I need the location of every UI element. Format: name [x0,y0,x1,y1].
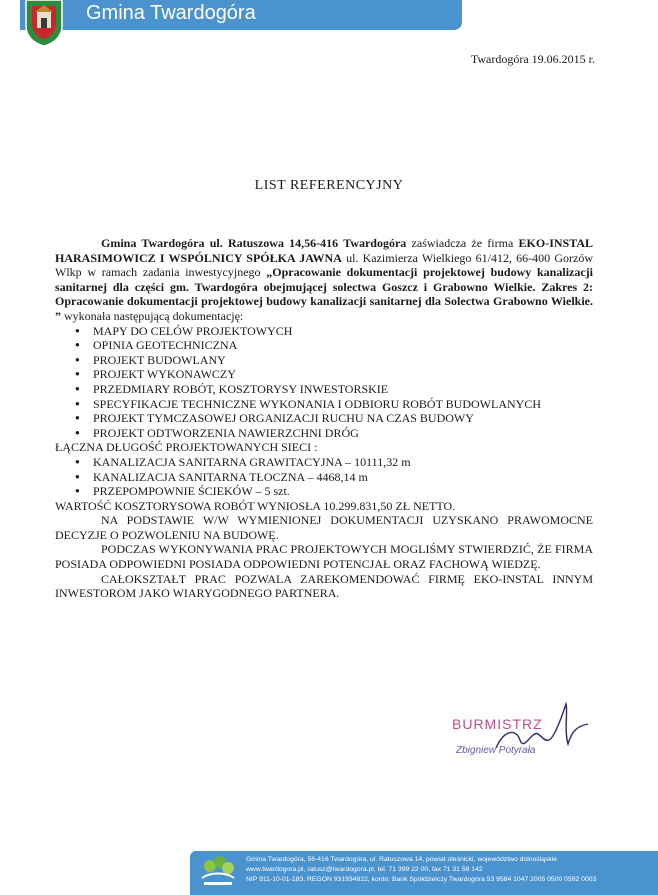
footer-logo [196,852,240,890]
paragraph-recommendation: CAŁOKSZTAŁT PRAC POZWALA ZAREKOMENDOWAĆ FIRMĘ EKO-INSTAL INNYM INWESTOROM JAKO WIARYGODNEGO PARTNERA. [55,571,593,601]
document-title: LIST REFERENCYJNY [254,178,404,193]
list-item: ● KANALIZACJA SANITARNA GRAWITACYJNA – 10111,32 m [55,455,593,470]
paragraph-competence: PODCZAS WYKONYWANIA PRAC PROJEKTOWYCH MOGLIŚMY STWIERDZIĆ, ŻE FIRMA POSIADA ODPOWIEDNI POSIADA ODPOWIEDNI POTENCJAŁ ORAZ FACHOWĄ WIEDZĘ. [55,542,593,572]
footer-address: Gmina Twardogóra, 56-416 Twardogóra, ul. Ratuszowa 14, powiat oleśnicki, województwo dolnośląskie [246,856,558,863]
document-date: Twardogóra 19.06.2015 r. [470,52,595,66]
signature-stamp: BURMISTRZ [452,716,543,732]
company-name: EKO-INSTAL HARASIMOWICZ I WSPÓLNICY SPÓŁKA JAWNA [55,236,593,265]
footer-bank-details: NIP 911-10-01-183, REGON 931934822, konto: Bank Spółdzielczy Twardogóra 53 9584 1047 2005 0500 0592 0003 [246,876,597,883]
issuer-address: Gmina Twardogóra ul. Ratuszowa 14,56-416 Twardogóra [101,236,407,250]
list-item: ● PROJEKT WYKONAWCZY [55,367,593,382]
list-item: ● PRZEDMIARY ROBÓT, KOSZTORYSY INWESTORSKIE [55,382,593,397]
handwritten-signature [446,700,596,770]
cost-statement: WARTOŚĆ KOSZTORYSOWA ROBÓT WYNIOSŁA 10.299.831,50 ZŁ NETTO. [55,498,456,513]
task-name: „Opracowanie dokumentacji projektowej budowy kanalizacji sanitarnej dla części gm. Twardogóra obejmującej solectwa Goszcz i Grabowno Wielkie. Zakres 2: Opracowanie dokumentacji projektowej budowy kanalizacji sanitarnej dla Solectwa Grabowno Wielkie. ” [55,265,594,323]
footer-contact [246,855,596,885]
list-item: ● PROJEKT TYMCZASOWEJ ORGANIZACJI RUCHU NA CZAS BUDOWY [55,411,593,426]
footer-web-contact: www.twardogora.pl, ratusz@twardogora.pl, tel. 71 399 22 00, fax 71 31 58 142 [246,866,483,873]
networks-list [55,455,593,499]
company-address: ul. Kazimierza Wielkiego 61/412, 66-400 Gorzów Wlkp w ramach zadania inwestycyjnego [55,250,593,280]
intro-tail: wykonała następującą dokumentację: [61,308,244,323]
list-item: ● PRZEPOMPOWNIE ŚCIEKÓW – 5 szt. [55,484,593,499]
networks-heading: ŁĄCZNA DŁUGOŚĆ PROJEKTOWANYCH SIECI : [55,440,318,455]
header-title: Gmina Twardogóra [86,2,256,24]
documents-list [55,324,593,441]
signatory-name: Zbigniew Potyrała [456,745,536,756]
list-item: ● SPECYFIKACJE TECHNICZNE WYKONANIA I ODBIORU ROBÓT BUDOWLANYCH [55,397,593,412]
intro-text: zaświadcza że firma [406,236,519,250]
letter-body [55,236,593,601]
list-item: ● PROJEKT ODTWORZENIA NAWIERZCHNI DRÓG [55,426,593,441]
list-item: ● KANALIZACJA SANITARNA TŁOCZNA – 4468,14 m [55,470,593,485]
list-item: ● MAPY DO CELÓW PROJEKTOWYCH [55,324,593,339]
paragraph-permits: NA PODSTAWIE W/W WYMIENIONEJ DOKUMENTACJI UZYSKANO PRAWOMOCNE DECYZJE O POZWOLENIU NA BUDOWĘ. [55,513,593,542]
signature-block [446,700,596,790]
intro-paragraph [55,236,593,324]
coat-of-arms-logo [24,0,64,46]
list-item: ● OPINIA GEOTECHNICZNA [55,338,593,353]
list-item: ● PROJEKT BUDOWLANY [55,353,593,368]
